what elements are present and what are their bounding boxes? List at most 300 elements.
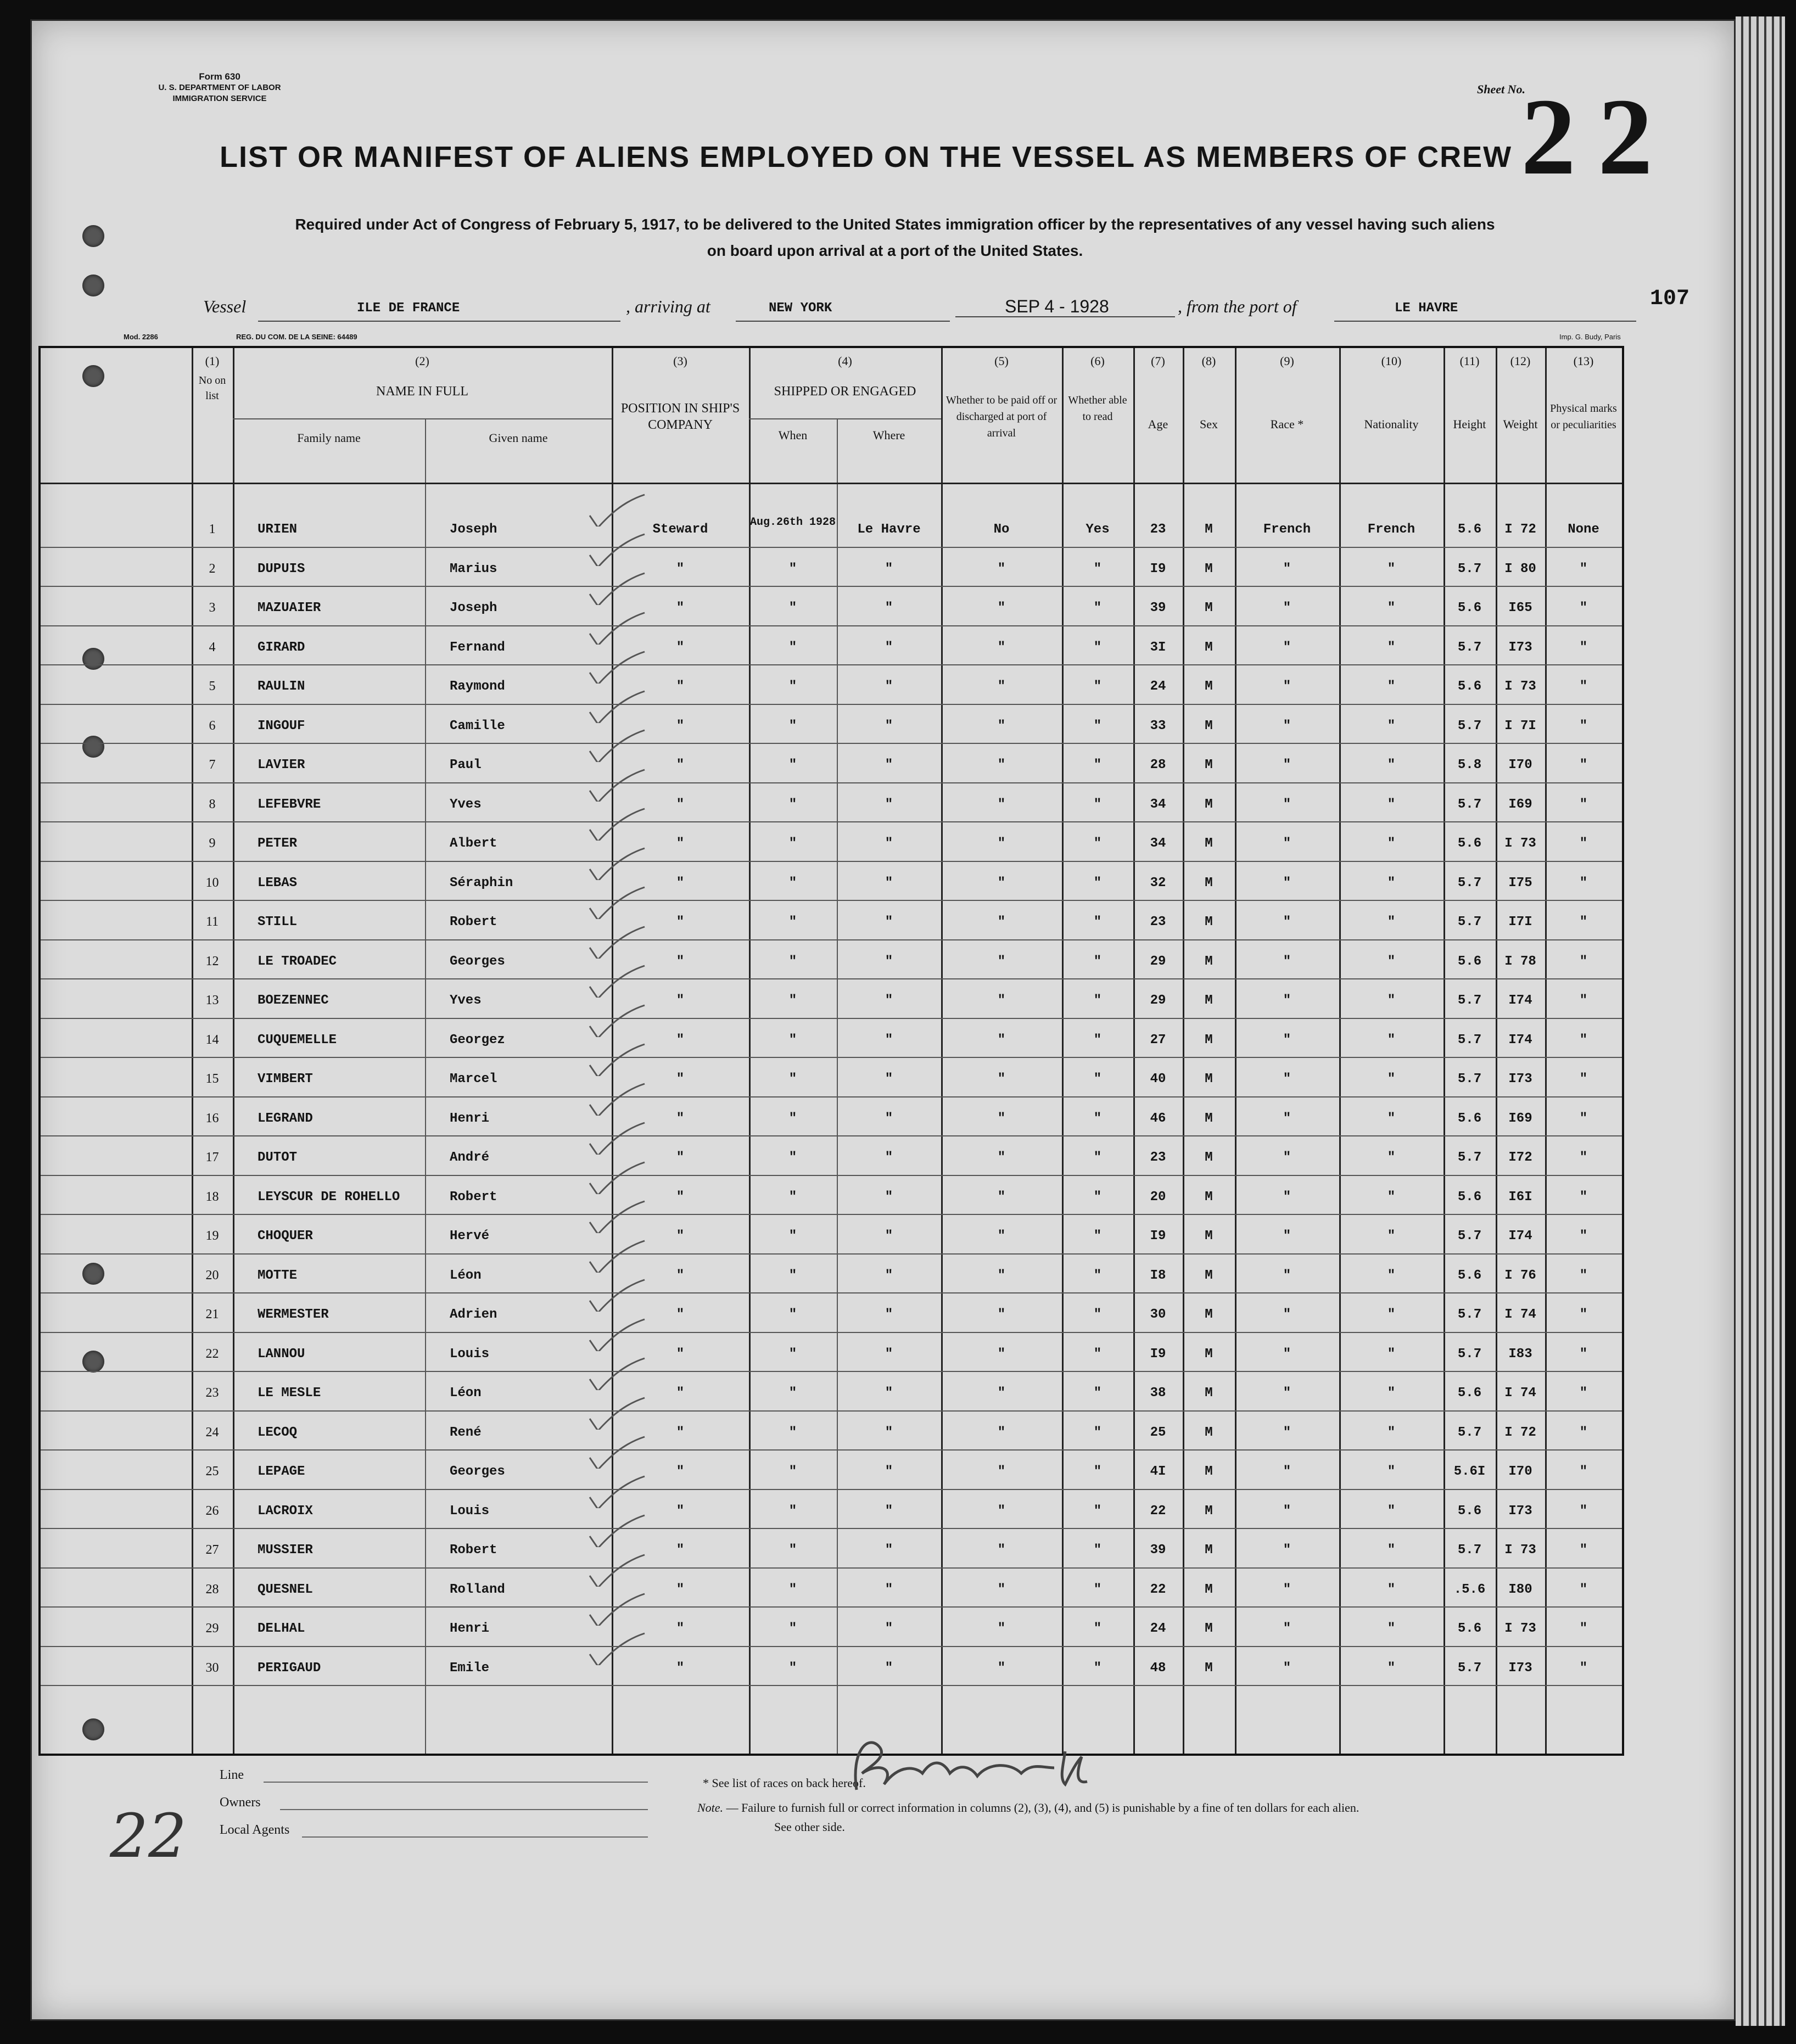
row-rule xyxy=(41,1371,1622,1372)
department-name: U. S. DEPARTMENT OF LABOR xyxy=(158,83,281,92)
cell-paid: " xyxy=(997,954,1006,969)
cell-sex: M xyxy=(1205,1543,1213,1558)
cell-race: " xyxy=(1283,758,1291,772)
mod-number: Mod. 2286 xyxy=(124,333,158,341)
cell-age: I8 xyxy=(1150,1268,1166,1283)
cell-nat: " xyxy=(1387,993,1396,1008)
cell-pos: " xyxy=(676,1386,685,1401)
cell-weight: I74 xyxy=(1508,1032,1532,1048)
cell-sex: M xyxy=(1205,1660,1213,1676)
cell-where: " xyxy=(885,1346,893,1362)
cell-weight: I 72 xyxy=(1504,522,1536,537)
cell-height: 5.7 xyxy=(1457,1032,1482,1048)
cell-read: " xyxy=(1093,1229,1102,1244)
cell-when: " xyxy=(788,836,797,851)
cell-height: 5.7 xyxy=(1457,1543,1482,1558)
cell-sex: M xyxy=(1205,601,1213,615)
table-row xyxy=(41,589,1622,628)
cell-weight: I75 xyxy=(1508,875,1532,891)
row-rule xyxy=(41,861,1622,862)
cell-no: 2 xyxy=(209,561,216,576)
checkmark-icon xyxy=(584,1200,650,1233)
cell-race: " xyxy=(1283,679,1291,694)
vessel-name: ILE DE FRANCE xyxy=(258,301,620,322)
arrival-port: NEW YORK xyxy=(736,301,950,322)
cell-height: 5.6 xyxy=(1457,1386,1482,1401)
cell-sex: M xyxy=(1205,797,1213,812)
cell-age: 39 xyxy=(1150,1543,1166,1558)
cell-weight: I 74 xyxy=(1504,1307,1536,1322)
row-rule xyxy=(41,664,1622,665)
cell-marks: " xyxy=(1579,1621,1588,1636)
cell-where: Le Havre xyxy=(857,522,921,537)
cell-where: " xyxy=(885,1072,893,1087)
cell-age: 23 xyxy=(1150,522,1166,537)
cell-where: " xyxy=(885,640,893,655)
checkmark-icon xyxy=(584,926,650,959)
row-rule xyxy=(41,1057,1622,1058)
cell-read: " xyxy=(1093,1543,1102,1558)
arriving-label: , arriving at xyxy=(626,296,710,316)
cell-paid: " xyxy=(997,640,1006,655)
cell-race: " xyxy=(1283,1150,1291,1165)
table-row xyxy=(41,1178,1622,1217)
cell-height: 5.7 xyxy=(1457,1307,1482,1322)
cell-paid: " xyxy=(997,836,1006,851)
cell-paid: " xyxy=(997,1464,1006,1479)
cell-weight: I 78 xyxy=(1504,954,1536,969)
row-rule xyxy=(41,1096,1622,1097)
cell-sex: M xyxy=(1205,1307,1213,1322)
note-text: — Failure to furnish full or correct information in columns (2), (3), (4), and (5) is punishable by a fine of ten dollars for each alien. xyxy=(726,1801,1359,1815)
cell-family: LEGRAND xyxy=(258,1111,313,1126)
cell-height: 5.6 xyxy=(1457,1111,1482,1126)
cell-given: André xyxy=(450,1150,490,1165)
cell-pos: " xyxy=(676,1543,685,1558)
cell-read: " xyxy=(1093,1425,1102,1440)
table-row xyxy=(41,667,1622,706)
cell-pos: " xyxy=(676,1660,685,1676)
row-rule xyxy=(41,625,1622,626)
cell-nat: " xyxy=(1387,1072,1396,1087)
cell-marks: None xyxy=(1568,522,1599,537)
cell-age: 40 xyxy=(1150,1072,1166,1087)
cell-marks: " xyxy=(1579,1111,1588,1126)
cell-when: " xyxy=(788,1503,797,1519)
checkmark-icon xyxy=(584,1475,650,1508)
col-13-number: (13) xyxy=(1573,354,1594,368)
form-number: Form 630 xyxy=(199,71,240,82)
col-7-number: (7) xyxy=(1151,354,1165,368)
cell-when: " xyxy=(788,1268,797,1283)
cell-age: 46 xyxy=(1150,1111,1166,1126)
cell-no: 30 xyxy=(205,1660,219,1675)
row-rule xyxy=(41,586,1622,587)
cell-marks: " xyxy=(1579,758,1588,772)
cell-weight: I73 xyxy=(1508,1503,1532,1519)
col-12-number: (12) xyxy=(1510,354,1531,368)
cell-given: René xyxy=(450,1425,482,1440)
cell-sex: M xyxy=(1205,954,1213,969)
cell-paid: " xyxy=(997,1150,1006,1165)
cell-where: " xyxy=(885,1543,893,1558)
col-8-number: (8) xyxy=(1201,354,1216,368)
table-row xyxy=(41,1492,1622,1531)
cell-sex: M xyxy=(1205,1150,1213,1165)
table-row xyxy=(41,1570,1622,1609)
checkmark-icon xyxy=(584,1122,650,1155)
vessel-label: Vessel xyxy=(203,296,247,316)
cell-height: 5.7 xyxy=(1457,718,1482,733)
cell-sex: M xyxy=(1205,993,1213,1008)
cell-given: Louis xyxy=(450,1503,490,1519)
cell-pos: " xyxy=(676,679,685,694)
cell-height: 5.6 xyxy=(1457,1503,1482,1519)
cell-paid: " xyxy=(997,1189,1006,1205)
cell-weight: I80 xyxy=(1508,1582,1532,1597)
cell-race: " xyxy=(1283,1229,1291,1244)
cell-weight: I73 xyxy=(1508,1072,1532,1087)
table-row xyxy=(41,1452,1622,1491)
checkmark-icon xyxy=(584,1279,650,1312)
cell-height: 5.6 xyxy=(1457,522,1482,537)
cell-family: QUESNEL xyxy=(258,1582,313,1597)
cell-family: LACROIX xyxy=(258,1503,313,1519)
table-row xyxy=(41,1413,1622,1452)
cell-pos: " xyxy=(676,915,685,929)
cell-no: 23 xyxy=(205,1386,219,1400)
cell-nat: " xyxy=(1387,1543,1396,1558)
row-rule xyxy=(41,1214,1622,1215)
cell-given: Hervé xyxy=(450,1229,490,1244)
cell-read: " xyxy=(1093,1189,1102,1205)
cell-height: 5.7 xyxy=(1457,640,1482,655)
cell-height: 5.7 xyxy=(1457,1346,1482,1362)
cell-family: WERMESTER xyxy=(258,1307,329,1322)
cell-pos: " xyxy=(676,1464,685,1479)
cell-height: 5.6 xyxy=(1457,601,1482,615)
cell-nat: " xyxy=(1387,601,1396,615)
row-rule xyxy=(41,1489,1622,1490)
col-5-header: Whether to be paid off or discharged at port of arrival xyxy=(945,394,1058,439)
sheet-number: 22 xyxy=(1521,76,1675,198)
cell-when: " xyxy=(788,797,797,812)
col-11-header: Height xyxy=(1453,417,1486,431)
cell-sex: M xyxy=(1205,875,1213,891)
cell-no: 3 xyxy=(209,601,216,615)
see-other-side: See other side. xyxy=(774,1820,845,1834)
cell-weight: I74 xyxy=(1508,993,1532,1008)
cell-race: " xyxy=(1283,1111,1291,1126)
owners-label: Owners xyxy=(220,1795,261,1810)
cell-read: " xyxy=(1093,1268,1102,1283)
cell-height: 5.7 xyxy=(1457,993,1482,1008)
cell-read: " xyxy=(1093,718,1102,733)
col-9-number: (9) xyxy=(1280,354,1294,368)
cell-where: " xyxy=(885,993,893,1008)
cell-nat: " xyxy=(1387,1425,1396,1440)
family-name-header: Family name xyxy=(297,431,361,445)
cell-weight: I 73 xyxy=(1504,1543,1536,1558)
cell-when: " xyxy=(788,1660,797,1676)
cell-paid: " xyxy=(997,1072,1006,1087)
checkmark-icon xyxy=(584,886,650,919)
cell-when: " xyxy=(788,1582,797,1597)
cell-weight: I 73 xyxy=(1504,1621,1536,1636)
cell-paid: " xyxy=(997,797,1006,812)
cell-nat: " xyxy=(1387,640,1396,655)
col-10-header: Nationality xyxy=(1364,417,1419,431)
cell-height: 5.6 xyxy=(1457,679,1482,694)
form-identification xyxy=(110,71,329,104)
cell-height: 5.7 xyxy=(1457,1150,1482,1165)
cell-paid: " xyxy=(997,1346,1006,1362)
cell-given: Georges xyxy=(450,1464,505,1479)
col-7-header: Age xyxy=(1148,417,1168,431)
cell-weight: I72 xyxy=(1508,1150,1532,1165)
cell-height: 5.7 xyxy=(1457,1229,1482,1244)
row-rule xyxy=(41,821,1622,822)
cell-when: " xyxy=(788,1111,797,1126)
cell-age: 22 xyxy=(1150,1503,1166,1519)
cell-sex: M xyxy=(1205,1346,1213,1362)
cell-sex: M xyxy=(1205,1032,1213,1048)
row-rule xyxy=(41,1646,1622,1647)
cell-given: Paul xyxy=(450,758,482,772)
cell-nat: " xyxy=(1387,1111,1396,1126)
cell-no: 24 xyxy=(205,1425,219,1440)
subtitle-line-1: Required under Act of Congress of February 5, 1917, to be delivered to the United States immigration officer by the representatives of any vessel having such aliens xyxy=(295,216,1495,233)
cell-no: 9 xyxy=(209,836,216,850)
cell-nat: " xyxy=(1387,915,1396,929)
cell-no: 15 xyxy=(205,1072,219,1086)
checkmark-icon xyxy=(584,1043,650,1076)
cell-where: " xyxy=(885,561,893,576)
cell-race: " xyxy=(1283,1072,1291,1087)
subtitle-line-2: on board upon arrival at a port of the United States. xyxy=(707,242,1083,259)
cell-no: 13 xyxy=(205,993,219,1007)
book-page-edges xyxy=(1736,16,1785,2026)
cell-given: Adrien xyxy=(450,1307,497,1322)
cell-family: LE MESLE xyxy=(258,1386,321,1401)
cell-weight: I 7I xyxy=(1504,718,1536,733)
cell-when: " xyxy=(788,1189,797,1205)
cell-no: 26 xyxy=(205,1503,219,1518)
cell-pos: Steward xyxy=(652,522,708,537)
cell-read: " xyxy=(1093,561,1102,576)
cell-where: " xyxy=(885,1150,893,1165)
cell-paid: " xyxy=(997,915,1006,929)
cell-race: " xyxy=(1283,915,1291,929)
cell-race: French xyxy=(1263,522,1311,537)
cell-height: 5.8 xyxy=(1457,758,1482,772)
cell-race: " xyxy=(1283,1660,1291,1676)
cell-weight: I 73 xyxy=(1504,679,1536,694)
cell-weight: I 74 xyxy=(1504,1386,1536,1401)
cell-pos: " xyxy=(676,1503,685,1519)
cell-pos: " xyxy=(676,797,685,812)
cell-pos: " xyxy=(676,1229,685,1244)
checkmark-icon xyxy=(584,690,650,723)
checkmark-icon xyxy=(584,1161,650,1194)
page-title: LIST OR MANIFEST OF ALIENS EMPLOYED ON THE VESSEL AS MEMBERS OF CREW xyxy=(220,141,1513,173)
table-row xyxy=(41,1531,1622,1570)
note-line xyxy=(697,1801,1359,1815)
cell-given: Fernand xyxy=(450,640,505,655)
checkmark-icon xyxy=(584,1397,650,1430)
cell-given: Georgez xyxy=(450,1032,505,1048)
table-row xyxy=(41,628,1622,667)
cell-marks: " xyxy=(1579,1503,1588,1519)
cell-age: I9 xyxy=(1150,561,1166,576)
cell-race: " xyxy=(1283,1032,1291,1048)
handwritten-signature xyxy=(846,1729,1131,1801)
cell-where: " xyxy=(885,1032,893,1048)
agents-underline xyxy=(302,1836,648,1838)
cell-paid: " xyxy=(997,601,1006,615)
cell-family: URIEN xyxy=(258,522,298,537)
cell-marks: " xyxy=(1579,1464,1588,1479)
cell-family: BOEZENNEC xyxy=(258,993,329,1008)
cell-where: " xyxy=(885,1464,893,1479)
cell-where: " xyxy=(885,1621,893,1636)
punch-hole xyxy=(82,275,104,296)
cell-nat: " xyxy=(1387,1503,1396,1519)
cell-race: " xyxy=(1283,1503,1291,1519)
cell-marks: " xyxy=(1579,679,1588,694)
row-rule xyxy=(41,1685,1622,1686)
cell-sex: M xyxy=(1205,915,1213,929)
cell-read: " xyxy=(1093,1621,1102,1636)
cell-age: 34 xyxy=(1150,797,1166,812)
cell-given: Léon xyxy=(450,1268,482,1283)
table-row xyxy=(41,1060,1622,1099)
cell-when: " xyxy=(788,1229,797,1244)
cell-given: Marcel xyxy=(450,1072,497,1087)
checkmark-icon xyxy=(584,1554,650,1587)
cell-marks: " xyxy=(1579,1425,1588,1440)
checkmark-icon xyxy=(584,1632,650,1665)
cell-read: Yes xyxy=(1086,522,1110,537)
cell-marks: " xyxy=(1579,1543,1588,1558)
cell-read: " xyxy=(1093,1032,1102,1048)
cell-race: " xyxy=(1283,601,1291,615)
cell-weight: I83 xyxy=(1508,1346,1532,1362)
table-row xyxy=(41,1256,1622,1295)
cell-nat: " xyxy=(1387,1621,1396,1636)
cell-when: " xyxy=(788,718,797,733)
cell-family: DUTOT xyxy=(258,1150,298,1165)
cell-where: " xyxy=(885,679,893,694)
row-rule xyxy=(41,1528,1622,1529)
cell-where: " xyxy=(885,1660,893,1676)
cell-paid: " xyxy=(997,561,1006,576)
row-rule xyxy=(41,939,1622,940)
cell-read: " xyxy=(1093,601,1102,615)
cell-given: Léon xyxy=(450,1386,482,1401)
cell-sex: M xyxy=(1205,1503,1213,1519)
cell-pos: " xyxy=(676,718,685,733)
cell-pos: " xyxy=(676,601,685,615)
checkmark-icon xyxy=(584,1083,650,1116)
cell-marks: " xyxy=(1579,718,1588,733)
cell-marks: " xyxy=(1579,1072,1588,1087)
races-note: * See list of races on back hereof. xyxy=(703,1776,866,1790)
departure-port: LE HAVRE xyxy=(1334,301,1636,322)
cell-race: " xyxy=(1283,718,1291,733)
checkmark-icon xyxy=(584,494,650,527)
cell-where: " xyxy=(885,1189,893,1205)
cell-given: Rolland xyxy=(450,1582,505,1597)
cell-race: " xyxy=(1283,1386,1291,1401)
table-row xyxy=(41,1295,1622,1334)
cell-when: " xyxy=(788,1386,797,1401)
cell-family: CUQUEMELLE xyxy=(258,1032,337,1048)
cell-weight: I74 xyxy=(1508,1229,1532,1244)
checkmark-icon xyxy=(584,572,650,605)
cell-age: 29 xyxy=(1150,993,1166,1008)
cell-given: Emile xyxy=(450,1660,490,1676)
cell-family: MAZUAIER xyxy=(258,601,321,615)
cell-where: " xyxy=(885,1386,893,1401)
page-subtitle xyxy=(159,211,1631,264)
cell-marks: " xyxy=(1579,797,1588,812)
handwritten-page-number: 22 xyxy=(110,1801,187,1871)
cell-family: PETER xyxy=(258,836,298,851)
cell-age: 39 xyxy=(1150,601,1166,615)
manifest-table xyxy=(38,346,1624,1756)
cell-nat: " xyxy=(1387,1268,1396,1283)
cell-given: Louis xyxy=(450,1346,490,1362)
cell-paid: " xyxy=(997,875,1006,891)
cell-age: 28 xyxy=(1150,758,1166,772)
cell-paid: " xyxy=(997,679,1006,694)
cell-nat: French xyxy=(1367,522,1415,537)
table-row xyxy=(41,981,1622,1020)
col-6-number: (6) xyxy=(1090,354,1105,368)
checkmark-icon xyxy=(584,1436,650,1469)
cell-given: Séraphin xyxy=(450,875,513,891)
cell-family: LANNOU xyxy=(258,1346,305,1362)
cell-given: Yves xyxy=(450,993,482,1008)
checkmark-icon xyxy=(584,1318,650,1351)
cell-height: 5.7 xyxy=(1457,875,1482,891)
cell-where: " xyxy=(885,1268,893,1283)
cell-no: 5 xyxy=(209,679,216,693)
cell-marks: " xyxy=(1579,875,1588,891)
cell-weight: I73 xyxy=(1508,1660,1532,1676)
cell-given: Raymond xyxy=(450,679,505,694)
cell-given: Camille xyxy=(450,718,505,733)
checkmark-icon xyxy=(584,1514,650,1547)
cell-pos: " xyxy=(676,1268,685,1283)
cell-where: " xyxy=(885,758,893,772)
cell-family: MOTTE xyxy=(258,1268,298,1283)
cell-family: LEBAS xyxy=(258,875,298,891)
cell-nat: " xyxy=(1387,679,1396,694)
registration-text: REG. DU COM. DE LA SEINE: 64489 xyxy=(236,333,357,341)
cell-marks: " xyxy=(1579,1346,1588,1362)
cell-read: " xyxy=(1093,1072,1102,1087)
cell-no: 27 xyxy=(205,1543,219,1557)
cell-weight: I 73 xyxy=(1504,836,1536,851)
cell-given: Henri xyxy=(450,1111,490,1126)
cell-marks: " xyxy=(1579,601,1588,615)
cell-height: 5.7 xyxy=(1457,1660,1482,1676)
cell-race: " xyxy=(1283,1543,1291,1558)
cell-race: " xyxy=(1283,797,1291,812)
cell-no: 1 xyxy=(209,522,216,536)
